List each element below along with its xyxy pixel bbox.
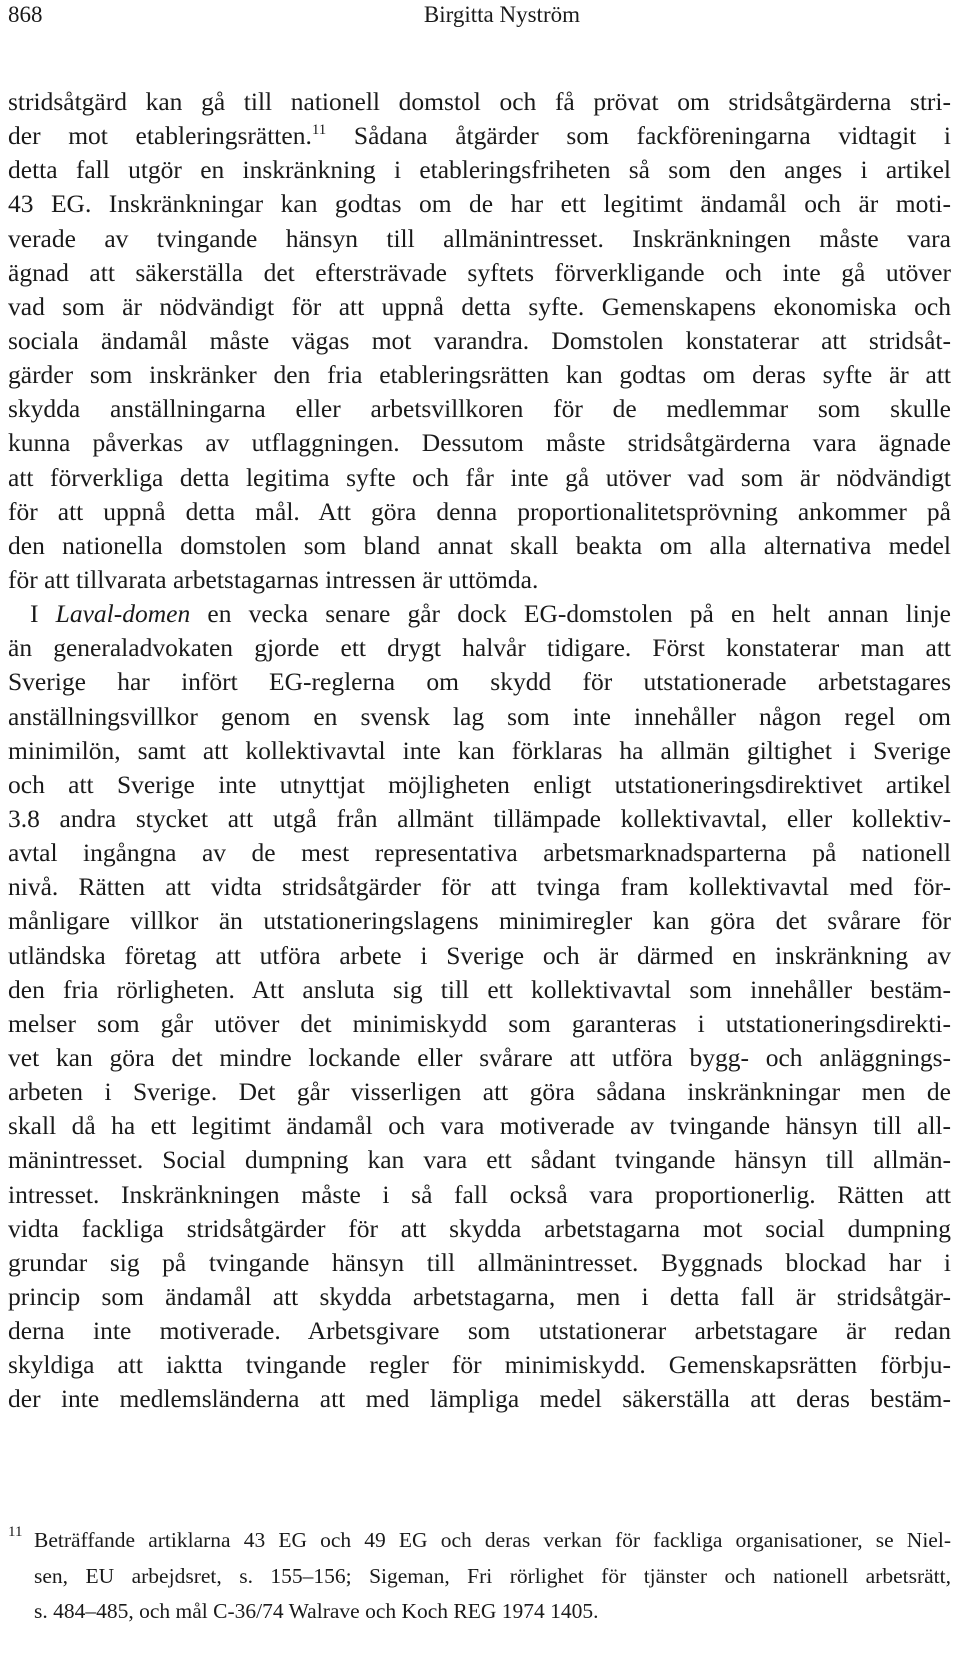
text-line: grundar sig på tvingande hänsyn till allmänintresset. Byggnads blockad har i bbox=[8, 1247, 951, 1277]
text-line: utländska företag att utföra arbete i Sverige och är därmed en inskränkning av bbox=[8, 940, 951, 970]
text-line: för att tillvarata arbetstagarnas intressen är uttömda. bbox=[8, 564, 539, 594]
text-line: än generaladvokaten gjorde ett drygt halvår tidigare. Först konstaterar man att bbox=[8, 633, 951, 663]
text-line: stridsåtgärd kan gå till nationell domstol och få prövat om stridsåtgärderna stri- bbox=[8, 87, 951, 116]
footnote-text: Beträffande artiklarna 43 EG och 49 EG och deras verkan för fackliga organisationer, se Niel- bbox=[34, 1528, 951, 1552]
text-line: melser som går utöver det minimiskydd som garanteras i utstationeringsdirekti- bbox=[8, 1008, 951, 1038]
text-line: mänintresset. Social dumpning kan vara ett sådant tvingande hänsyn till allmän- bbox=[8, 1145, 951, 1175]
text-line: anställningsvillkor genom en svensk lag som inte innehåller någon regel om bbox=[8, 701, 951, 731]
body-text bbox=[8, 85, 951, 1416]
text-line: vet kan göra det mindre lockande eller svårare att utföra bygg- och anläggnings- bbox=[8, 1042, 951, 1072]
text-segment: en vecka senare går dock EG-domstolen på en helt annan linje bbox=[190, 599, 951, 629]
running-header bbox=[8, 2, 951, 32]
text-line bbox=[8, 597, 951, 631]
text-line: 43 EG. Inskränkningar kan godtas om de har ett legitimt ändamål och är moti- bbox=[8, 189, 951, 219]
text-line: gärder som inskränker den fria etableringsrätten kan godtas om deras syfte är att bbox=[8, 360, 951, 390]
text-line: och att Sverige inte utnyttjat möjligheten enligt utstationeringsdirektivet artikel bbox=[8, 769, 951, 799]
text-line: Sverige har infört EG-reglerna om skydd för utstationerade arbetstagares bbox=[8, 667, 951, 697]
text-line: den nationella domstolen som bland annat skall beakta om alla alternativa medel bbox=[8, 530, 951, 560]
text-line bbox=[8, 119, 951, 153]
running-author: Birgitta Nyström bbox=[423, 2, 580, 27]
text-line: detta fall utgör en inskränkning i etableringsfriheten så som den anges i artikel bbox=[8, 155, 951, 185]
text-segment: I bbox=[30, 599, 56, 629]
footnote-line: s. 484–485, och mål C-36/74 Walrave och Koch REG 1974 1405. bbox=[34, 1599, 599, 1624]
text-segment: Sådana åtgärder som fackföreningarna vidtagit i bbox=[326, 121, 951, 151]
footnotes bbox=[8, 1523, 951, 1630]
text-line: för att uppnå detta mål. Att göra denna proportionalitetsprövning ankommer på bbox=[8, 496, 951, 526]
text-line: avtal ingångna av de mest representativa arbetsmarknadsparterna på nationell bbox=[8, 838, 951, 868]
footnote-line: sen, EU arbejdsret, s. 155–156; Sigeman, Fri rörlighet för tjänster och nationell arbetsrätt, bbox=[34, 1563, 951, 1588]
footnote-marker: 11 bbox=[8, 1524, 23, 1540]
document-page bbox=[8, 0, 951, 1666]
text-line: vad som är nödvändigt för att uppnå detta syfte. Gemenskapens ekonomiska och bbox=[8, 291, 951, 321]
text-line: vidta fackliga stridsåtgärder för att skydda arbetstagarna mot social dumpning bbox=[8, 1213, 951, 1243]
footnote-reference: 11 bbox=[311, 122, 327, 139]
text-line: skydda anställningarna eller arbetsvillkoren för de medlemmar som skulle bbox=[8, 394, 951, 424]
footnote-line bbox=[8, 1523, 951, 1559]
text-line: skall då ha ett legitimt ändamål och vara motiverade av tvingande hänsyn till all- bbox=[8, 1111, 951, 1141]
text-line: att förverkliga detta legitima syfte och får inte gå utöver vad som är nödvändigt bbox=[8, 462, 951, 492]
text-line: månligare villkor än utstationeringslagens minimiregler kan göra det svårare för bbox=[8, 906, 951, 936]
text-line: derna inte motiverade. Arbetsgivare som utstationerar arbetstagare är redan bbox=[8, 1316, 951, 1346]
text-line: verade av tvingande hänsyn till allmänintresset. Inskränkningen måste vara bbox=[8, 223, 951, 253]
page-number: 868 bbox=[8, 2, 43, 27]
text-line: nivå. Rätten att vidta stridsåtgärder för att tvinga fram kollektivavtal med för- bbox=[8, 872, 951, 902]
text-line: arbeten i Sverige. Det går visserligen att göra sådana inskränkningar men de bbox=[8, 1077, 951, 1107]
text-segment: der mot etableringsrätten. bbox=[8, 121, 312, 151]
text-line: skyldiga att iaktta tvingande regler för minimiskydd. Gemenskapsrätten förbju- bbox=[8, 1350, 951, 1380]
text-line: den fria rörligheten. Att ansluta sig till ett kollektivavtal som innehåller bestäm- bbox=[8, 974, 951, 1004]
text-line: der inte medlemsländerna att med lämpliga medel säkerställa att deras bestäm- bbox=[8, 1384, 951, 1414]
text-line: princip som ändamål att skydda arbetstagarna, men i detta fall är stridsåtgär- bbox=[8, 1281, 951, 1311]
case-name-italic: Laval-domen bbox=[55, 599, 191, 629]
text-line: ägnad att säkerställa det eftersträvade syftets förverkligande och inte gå utöver bbox=[8, 257, 951, 287]
text-line: 3.8 andra stycket att utgå från allmänt tillämpade kollektivavtal, eller kollektiv- bbox=[8, 803, 951, 833]
text-line: kunna påverkas av utflaggningen. Dessutom måste stridsåtgärderna vara ägnade bbox=[8, 428, 951, 458]
text-line: minimilön, samt att kollektivavtal inte kan förklaras ha allmän giltighet i Sverige bbox=[8, 735, 951, 765]
text-line: sociala ändamål måste vägas mot varandra. Domstolen konstaterar att stridsåt- bbox=[8, 325, 951, 355]
text-line: intresset. Inskränkningen måste i så fall också vara proportionerlig. Rätten att bbox=[8, 1179, 951, 1209]
